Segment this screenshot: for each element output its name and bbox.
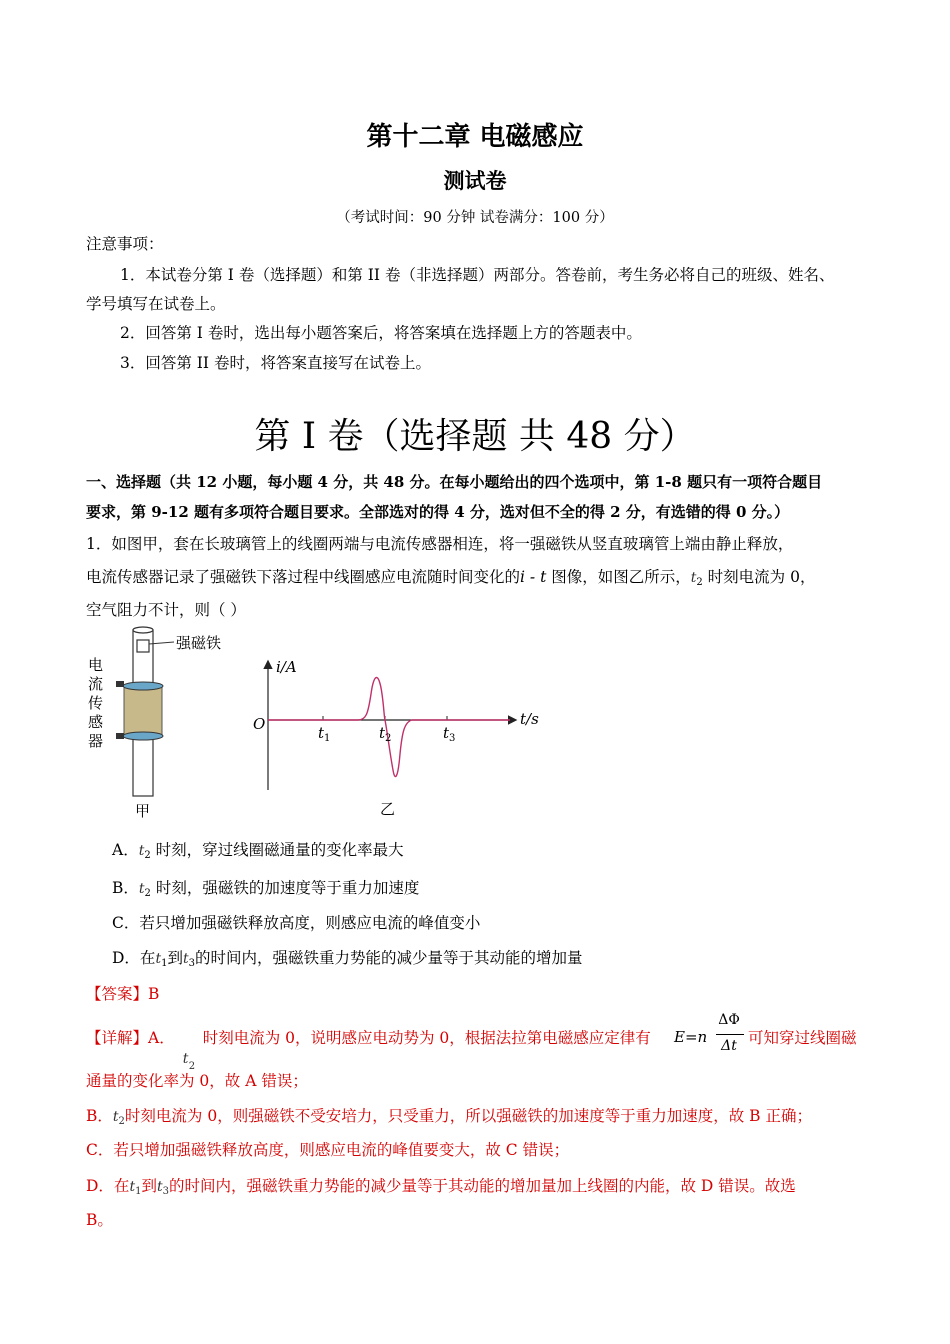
tick-label-t1: $t_1$ bbox=[318, 724, 331, 744]
origin-label: O bbox=[253, 715, 266, 733]
figure-jia bbox=[84, 626, 244, 821]
exam-info: （考试时间：90 分钟 试卷满分：100 分） bbox=[336, 210, 614, 226]
coil-bottom-band bbox=[123, 732, 163, 740]
notes-heading: 注意事项： bbox=[86, 235, 164, 253]
detail-a-line-1-end: 可知穿过线圈磁 bbox=[748, 1029, 857, 1047]
question-1-line-1: 1．如图甲，套在长玻璃管上的线圈两端与电流传感器相连，将一强磁铁从竖直玻璃管上端由静止释放， bbox=[86, 535, 794, 553]
tube-top bbox=[133, 627, 153, 633]
terminal-bottom bbox=[116, 733, 124, 739]
magnet bbox=[137, 640, 149, 652]
tick-label-t2: $t_2$ bbox=[379, 724, 392, 744]
detail-d-end: B。 bbox=[86, 1211, 113, 1229]
formula-denominator: Δt bbox=[721, 1038, 737, 1054]
y-axis-label: i/A bbox=[276, 658, 297, 676]
detail-a-line-2: 通量的变化率为 0，故 A 错误； bbox=[86, 1072, 308, 1090]
coil-top-band bbox=[123, 682, 163, 690]
question-1-line-2: 电流传感器记录了强磁铁下落过程中线圈感应电流随时间变化的i - t 图像，如图乙所示，$t_2$ 时刻电流为 0， bbox=[86, 568, 816, 588]
detail-c: C．若只增加强磁铁释放高度，则感应电流的峰值要变大，故 C 错误； bbox=[86, 1141, 570, 1159]
question-1-line-3: 空气阻力不计，则（ ） bbox=[86, 601, 246, 619]
instructions-line-2: 要求，第 9-12 题有多项符合题目要求。全部选对的得 4 分，选对但不全的得 2 分，有选错的得 0 分。） bbox=[86, 503, 790, 521]
formula-numerator: ΔΦ bbox=[718, 1012, 740, 1028]
tick-label-t3: $t_3$ bbox=[443, 724, 456, 744]
figure-yi-caption: 乙 bbox=[380, 800, 396, 818]
section-title: 第 I 卷（选择题 共 48 分） bbox=[254, 416, 696, 457]
x-axis-label: t/s bbox=[520, 710, 539, 728]
formula-fraction-bar bbox=[716, 1034, 744, 1035]
answer-label: 【答案】B bbox=[86, 985, 160, 1003]
detail-b: B．$t_2$时刻电流为 0，则强磁铁不受安培力，只受重力，所以强磁铁的加速度等于重力加速度，故 B 正确； bbox=[86, 1107, 812, 1127]
coil bbox=[124, 686, 162, 736]
detail-a-line-1: 【详解】A． t 2 时刻电流为 0，说明感应电动势为 0，根据法拉第电磁感应定律有 bbox=[86, 1029, 651, 1072]
detail-d: D．在$t_1$到$t_3$的时间内，强磁铁重力势能的减少量等于其动能的增加量加上线圈的内能，故 D 错误。故选 bbox=[86, 1177, 796, 1197]
note-item-3: 3．回答第 II 卷时，将答案直接写在试卷上。 bbox=[120, 354, 431, 372]
option-a[interactable]: A．$t_2$ 时刻，穿过线圈磁通量的变化率最大 bbox=[112, 841, 404, 861]
figure-jia-caption: 甲 bbox=[135, 802, 151, 820]
note-item-2: 2．回答第 I 卷时，选出每小题答案后，将答案填在选择题上方的答题表中。 bbox=[120, 324, 642, 342]
option-c[interactable]: C．若只增加强磁铁释放高度，则感应电流的峰值变小 bbox=[112, 914, 481, 932]
note-item-1-cont: 学号填写在试卷上。 bbox=[86, 295, 226, 313]
option-d[interactable]: D．在$t_1$到$t_3$的时间内，强磁铁重力势能的减少量等于其动能的增加量 bbox=[112, 949, 583, 969]
magnet-label: 强磁铁 bbox=[176, 634, 222, 652]
note-item-1: 1．本试卷分第 I 卷（选择题）和第 II 卷（非选择题）两部分。答卷前，考生务必将自己的班级、姓名、 bbox=[120, 266, 835, 284]
sensor-label: 电 流 传 感 器 bbox=[88, 656, 104, 750]
instructions-line-1: 一、选择题（共 12 小题，每小题 4 分，共 48 分。在每小题给出的四个选项中，第 1-8 题只有一项符合题目 bbox=[86, 473, 823, 491]
page-subtitle: 测试卷 bbox=[443, 168, 507, 193]
terminal-top bbox=[116, 681, 124, 687]
chapter-title: 第十二章 电磁感应 bbox=[366, 122, 584, 152]
option-b[interactable]: B．$t_2$ 时刻，强磁铁的加速度等于重力加速度 bbox=[112, 879, 420, 899]
formula-lhs: E=n bbox=[674, 1028, 708, 1046]
